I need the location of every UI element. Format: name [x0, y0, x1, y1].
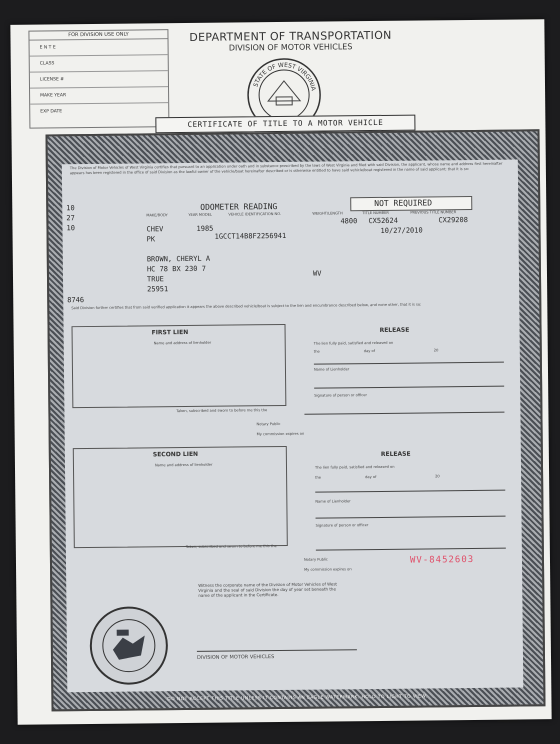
certificate-frame — [45, 117, 545, 711]
name-lienholder-label-2: Name of Lienholder — [315, 499, 351, 504]
certificate-title: CERTIFICATE OF TITLE TO A MOTOR VEHICLE — [155, 115, 415, 134]
seal-text: STATE OF WEST VIRGINIA — [252, 61, 317, 92]
the-label-2: the — [315, 475, 322, 480]
title-document — [10, 19, 551, 725]
watermark-warning: DO NOT ACCEPT THIS TITLE UNLESS IT CONTAINS AN EAGLE WATERMARK. HOLD TO LIGHT TO VIEW. — [167, 694, 428, 703]
odometer-reading: ODOMETER READING — [200, 202, 278, 212]
label-make-body: MAKE/BODY — [146, 213, 168, 218]
release-paid-label: The lien fully paid, satisfied and released on — [313, 340, 394, 346]
lienholder-label-2: Name and address of lienholder — [154, 462, 213, 468]
release-header: RELEASE — [379, 326, 410, 334]
vehicle-body: PK — [146, 235, 156, 244]
division-signature: DIVISION OF MOTOR VEHICLES — [196, 654, 275, 661]
lien-statement: Said Division further certifies that from said verified application it appears the above described vehicle/boat is subject to the lien and encumbrance described below, and none other, that it is so: — [71, 302, 422, 311]
intro-text: The Division of Motor Vehicles of West Virginia certifies that pursuant to an application under oath and in substance prescribed by the laws of West Virginia and filed with said Division, the applicant, whose name and address first hereinafter appears has been registered in the office of said Division as the lawful owner of the vehicle/boat hereinafter described or is otherwise entitled to have said vehicle/boat registered in the name of said applicant; that it is so: — [69, 161, 503, 176]
dmv-seal-icon — [88, 605, 169, 686]
line — [314, 386, 504, 389]
witness-text: Witness the corporate name of the Division of Motor Vehicles of West Virginia and the seal of said Division the day of year set beneath the name of the applicant in the Certificate. — [198, 581, 338, 598]
year-label: 20 — [433, 348, 439, 353]
line — [316, 548, 506, 551]
sworn-label-2: Taken, subscribed and sworn to before me this the — [185, 544, 277, 550]
line — [304, 412, 504, 415]
issue-date: 10/27/2010 — [380, 226, 423, 235]
notary-label-2: Notary Public — [303, 557, 328, 562]
signature-label: Signature of person or officer — [314, 393, 367, 398]
line — [315, 490, 505, 493]
county-code: 8746 — [67, 296, 85, 305]
release-header-2: RELEASE — [380, 450, 411, 458]
vin: 1GCCT14B8F2256941 — [214, 231, 287, 241]
office-row: CLASS — [30, 55, 168, 72]
label-title-no: TITLE NUMBER — [362, 210, 389, 216]
division-subtitle: DIVISION OF MOTOR VEHICLES — [228, 42, 353, 53]
commission-label: My commission expires on — [256, 431, 305, 437]
signature-label-2: Signature of person or officer — [315, 523, 369, 528]
lienholder-label: Name and address of lienholder — [153, 340, 212, 346]
name-lienholder-label: Name of Lienholder — [313, 367, 350, 372]
code-3: 10 — [66, 224, 75, 233]
owner-address: HC 78 BX 230 7 — [146, 264, 206, 274]
notary-label: Notary Public — [256, 422, 281, 427]
code-1: 10 — [66, 204, 75, 213]
day-of-label-2: day of — [365, 475, 377, 480]
year-label-2: 20 — [435, 474, 440, 479]
owner-state: WV — [312, 269, 322, 278]
the-label: the — [313, 349, 320, 354]
title-number: CX52624 — [368, 216, 398, 226]
line — [197, 649, 357, 652]
line — [316, 516, 506, 519]
vehicle-make: CHEV — [146, 225, 164, 234]
office-row: EXP DATE — [40, 109, 63, 115]
owner-city: TRUE — [146, 275, 164, 284]
second-lien-box — [73, 446, 288, 548]
department-title: DEPARTMENT OF TRANSPORTATION — [189, 28, 392, 44]
department-heading — [170, 29, 410, 54]
label-prev-title: PREVIOUS TITLE NUMBER — [410, 210, 457, 215]
vehicle-weight: 4800 — [340, 217, 358, 226]
label-year: YEAR MODEL — [188, 212, 212, 217]
division-use-header: FOR DIVISION USE ONLY — [29, 30, 167, 40]
serial-number: WV-8452603 — [409, 554, 475, 566]
code-2: 27 — [66, 214, 75, 223]
first-lien-header: FIRST LIEN — [151, 328, 189, 337]
division-use-box — [28, 29, 169, 128]
label-vin: VEHICLE IDENTIFICATION NO. — [228, 211, 282, 217]
second-lien-header: SECOND LIEN — [152, 450, 199, 459]
owner-name: BROWN, CHERYL A — [146, 254, 211, 264]
office-row: E N T E — [30, 39, 168, 56]
first-lien-box — [72, 324, 287, 408]
label-weight: WEIGHT/LENGTH — [312, 211, 343, 216]
vehicle-year: 1985 — [196, 224, 214, 233]
day-of-label: day of — [363, 349, 376, 354]
not-required: NOT REQUIRED — [374, 198, 433, 209]
office-row: MAKE YEAR — [30, 87, 168, 104]
office-row: LICENSE # — [30, 71, 168, 88]
commission-label-2: My commission expires on — [304, 567, 352, 572]
line — [314, 362, 504, 365]
owner-zip: 25951 — [147, 285, 169, 294]
sworn-label: Taken, subscribed and sworn to before me this the — [176, 408, 268, 414]
previous-title: CX29208 — [438, 216, 468, 225]
release-paid-label-2: The lien fully paid, satisfied and released on — [314, 464, 395, 470]
